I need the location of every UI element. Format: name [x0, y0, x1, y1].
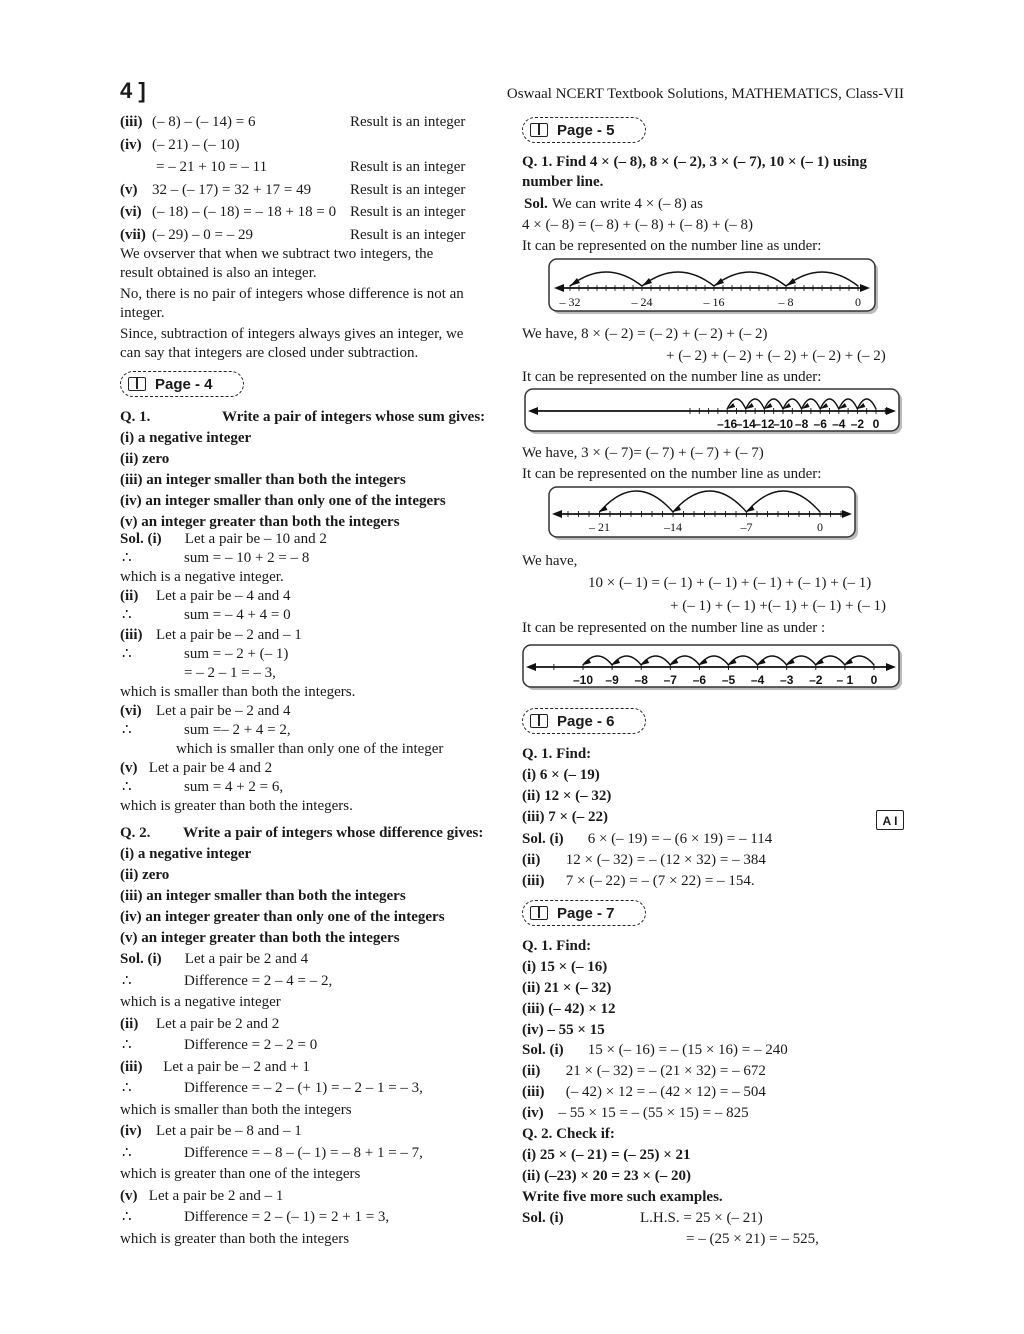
solution-label: (ii) — [522, 852, 541, 868]
number-line-3x-7 — [548, 486, 860, 542]
solution-label: (vi) — [120, 702, 142, 719]
solution-text: which is smaller than only one of the integer — [176, 741, 444, 758]
math-expression: 6 × (– 19) = – (6 × 19) = – 114 — [587, 831, 773, 847]
question-text: Write a pair of integers whose sum gives: — [222, 409, 486, 425]
math-expression: = – (25 × 21) = – 525, — [686, 1231, 819, 1247]
solution-label: (iv) — [120, 1123, 142, 1139]
book-icon — [530, 123, 548, 137]
math-expression: 10 × (– 1) = (– 1) + (– 1) + (– 1) + (– 1) + (– 1) — [588, 575, 872, 591]
solution-text: It can be represented on the number line as under: — [522, 369, 822, 385]
solution-text: Let a pair be – 2 and + 1 — [163, 1058, 310, 1075]
question-item: (ii) 12 × (– 32) — [522, 788, 612, 804]
math-expression: (– 42) × 12 = – (42 × 12) = – 504 — [565, 1084, 766, 1100]
math-expression: We have, 3 × (– 7)= (– 7) + (– 7) + (– 7) — [522, 445, 764, 461]
page-5-pill — [522, 117, 646, 143]
solution-text: which is greater than both the integers — [120, 1230, 350, 1247]
question-text: Q. 1. Find 4 × (– 8), 8 × (– 2), 3 × (– 7), 10 × (– 1) using — [522, 154, 868, 170]
solution-label: (v) — [120, 760, 138, 777]
question-item: (i) 15 × (– 16) — [522, 959, 608, 975]
tick-label: –10 — [772, 417, 794, 431]
tick-label: –8 — [794, 417, 809, 431]
tick-label: –2 — [850, 417, 865, 431]
question-item: (iv) an integer smaller than only one of the integers — [120, 493, 446, 509]
solution-text: It can be represented on the number line as under: — [522, 466, 822, 482]
therefore-symbol: ∴ — [122, 645, 132, 662]
solution-text: It can be represented on the number line as under: — [522, 238, 822, 254]
math-expression: 4 × (– 8) = (– 8) + (– 8) + (– 8) + (– 8) — [522, 217, 753, 233]
section-label: Page - 5 — [557, 122, 615, 139]
tick-label: –4 — [832, 417, 846, 431]
solution-label: (ii) — [120, 1015, 139, 1032]
tick-label: – 21 — [589, 520, 610, 534]
question-item: (iv) an integer greater than only one of the integers — [120, 909, 445, 925]
item-label: (vii) — [120, 226, 146, 243]
section-label: Page - 6 — [557, 713, 615, 730]
solution-text: which is greater than one of the integers — [120, 1166, 361, 1182]
therefore-symbol: ∴ — [122, 1209, 132, 1225]
tick-label: –12 — [754, 417, 775, 431]
question-item: (i) 25 × (– 21) = (– 25) × 21 — [522, 1147, 691, 1163]
paragraph-line: Since, subtraction of integers always gives an integer, we — [120, 326, 464, 342]
solution-text: Let a pair be – 2 and 4 — [156, 702, 291, 719]
tick-label: –9 — [605, 673, 619, 687]
book-icon — [530, 714, 548, 728]
page-4-pill — [120, 371, 244, 397]
running-header: Oswaal NCERT Textbook Solutions, MATHEMATICS, Class-VII — [506, 86, 904, 102]
solution-text: which is greater than both the integers. — [120, 798, 353, 815]
math-expression: sum = – 10 + 2 = – 8 — [184, 550, 310, 567]
tick-label: –6 — [813, 417, 827, 431]
tick-label: 0 — [817, 520, 823, 534]
math-expression: 32 – (– 17) = 32 + 17 = 49 — [152, 181, 312, 198]
question-item: (iv) – 55 × 15 — [522, 1022, 605, 1038]
question-item: (ii) (–23) × 20 = 23 × (– 20) — [522, 1168, 691, 1184]
therefore-symbol: ∴ — [122, 779, 132, 796]
math-expression: + (– 1) + (– 1) +(– 1) + (– 1) + (– 1) — [670, 598, 886, 614]
tick-label: –10 — [572, 673, 594, 687]
math-expression: Difference = 2 – (– 1) = 2 + 1 = 3, — [184, 1209, 390, 1225]
solution-text: which is smaller than both the integers. — [120, 683, 356, 700]
math-expression: = – 2 – 1 = – 3, — [184, 664, 276, 681]
page-6-pill — [522, 708, 646, 734]
therefore-symbol: ∴ — [122, 607, 132, 624]
question-item: Q. 2. Check if: — [522, 1126, 615, 1142]
question-item: (v) an integer greater than both the integers — [120, 514, 400, 530]
solution-label: Sol. — [524, 196, 548, 212]
tick-label: – 16 — [703, 295, 725, 309]
tick-label: – 8 — [778, 295, 794, 309]
tick-label: –7 — [663, 673, 677, 687]
question-label: Q. 1. — [120, 409, 151, 425]
paragraph-line: We ovserver that when we subtract two integers, the — [120, 246, 434, 262]
math-expression: (– 8) – (– 14) = 6 — [152, 114, 256, 130]
tick-label: –6 — [692, 673, 707, 687]
math-expression: (– 29) – 0 = – 29 — [152, 226, 253, 243]
tick-label: –8 — [634, 673, 648, 687]
math-expression: Difference = – 2 – (+ 1) = – 2 – 1 = – 3, — [184, 1080, 423, 1096]
therefore-symbol: ∴ — [122, 1037, 132, 1053]
therefore-symbol: ∴ — [122, 550, 132, 567]
solution-label: Sol. (i) — [120, 531, 162, 547]
tick-label: –14 — [664, 520, 682, 534]
question-item: (i) a negative integer — [120, 846, 252, 862]
tick-label: –2 — [809, 673, 823, 687]
math-expression: (– 21) – (– 10) — [152, 136, 240, 153]
question-item: (i) a negative integer — [120, 430, 252, 446]
solution-text: Let a pair be 2 and 2 — [156, 1015, 280, 1032]
math-expression: Difference = 2 – 4 = – 2, — [184, 972, 333, 989]
solution-text: Let a pair be 2 and – 1 — [148, 1187, 284, 1204]
tick-label: – 32 — [559, 295, 581, 309]
solution-label: (ii) — [120, 588, 139, 605]
math-expression: L.H.S. = 25 × (– 21) — [640, 1210, 763, 1226]
therefore-symbol: ∴ — [122, 722, 132, 738]
solution-text: Let a pair be – 4 and 4 — [156, 588, 291, 605]
solution-label: (ii) — [522, 1063, 541, 1079]
paragraph-line: integer. — [120, 305, 165, 321]
math-expression: We have, 8 × (– 2) = (– 2) + (– 2) + (– 2) — [522, 326, 768, 342]
solution-text: We have, — [522, 553, 578, 569]
therefore-symbol: ∴ — [122, 972, 132, 989]
solution-label: Sol. (i) — [522, 831, 564, 847]
solution-label: Sol. (i) — [120, 951, 162, 967]
paragraph-line: No, there is no pair of integers whose difference is not an — [120, 286, 464, 302]
math-expression: sum = – 4 + 4 = 0 — [184, 607, 291, 624]
result-text: Result is an integer — [350, 181, 466, 198]
solution-label: (iii) — [120, 626, 143, 643]
tick-label: 0 — [870, 673, 878, 687]
paragraph-line: can say that integers are closed under subtraction. — [120, 345, 419, 361]
result-text: Result is an integer — [350, 159, 466, 175]
math-expression: Difference = 2 – 2 = 0 — [184, 1037, 318, 1053]
result-text: Result is an integer — [350, 226, 466, 243]
page-number: 4 ] — [120, 78, 146, 103]
page-7-pill — [522, 900, 646, 926]
question-item: (iii) 7 × (– 22) — [522, 809, 609, 825]
question-item: (v) an integer greater than both the integers — [120, 930, 400, 946]
question-text: Write a pair of integers whose difference gives: — [183, 825, 484, 841]
tick-label: – 1 — [836, 673, 854, 687]
section-label: Page - 7 — [557, 905, 615, 922]
question-label: Q. 2. — [120, 825, 151, 841]
math-expression: sum =– 2 + 4 = 2, — [184, 722, 291, 738]
math-expression: 21 × (– 32) = – (21 × 32) = – 672 — [565, 1063, 766, 1079]
tick-label: –14 — [735, 417, 756, 431]
question-item: (ii) zero — [120, 867, 170, 883]
question-item: Q. 1. Find: — [522, 746, 592, 762]
solution-text: Let a pair be 4 and 2 — [148, 760, 273, 777]
solution-text: Let a pair be – 8 and – 1 — [156, 1123, 302, 1139]
tick-label: –5 — [721, 673, 736, 687]
math-expression: 15 × (– 16) = – (15 × 16) = – 240 — [587, 1042, 788, 1058]
item-label: (vi) — [120, 204, 142, 220]
number-line-10x-1 — [522, 644, 904, 692]
question-item: (iii) an integer smaller than both the integers — [120, 888, 406, 904]
solution-text: which is smaller than both the integers — [120, 1101, 352, 1118]
question-text: number line. — [522, 174, 604, 190]
tick-label: –16 — [717, 417, 738, 431]
solution-label: (iii) — [120, 1058, 143, 1075]
question-item: Q. 1. Find: — [522, 938, 592, 954]
tick-label: 0 — [872, 417, 880, 431]
math-expression: = – 21 + 10 = – 11 — [156, 159, 268, 175]
result-text: Result is an integer — [350, 204, 466, 220]
therefore-symbol: ∴ — [122, 1144, 132, 1161]
question-item: (ii) 21 × (– 32) — [522, 980, 612, 996]
tick-label: –4 — [750, 673, 765, 687]
solution-text: Let a pair be 2 and 4 — [184, 951, 309, 967]
paragraph-line: result obtained is also an integer. — [120, 265, 317, 281]
item-label: (iv) — [120, 136, 142, 153]
solution-label: (v) — [120, 1187, 138, 1204]
solution-text: which is a negative integer. — [120, 569, 284, 586]
solution-text: which is a negative integer — [120, 994, 281, 1010]
item-label: (iii) — [120, 114, 143, 130]
solution-label: Sol. (i) — [522, 1210, 564, 1226]
tick-label: –7 — [740, 520, 753, 534]
math-expression: sum = – 2 + (– 1) — [184, 645, 289, 662]
solution-text: Let a pair be – 10 and 2 — [184, 531, 327, 547]
solution-label: (iii) — [522, 873, 545, 889]
therefore-symbol: ∴ — [122, 1080, 132, 1096]
book-icon — [128, 377, 146, 391]
math-expression: + (– 2) + (– 2) + (– 2) + (– 2) + (– 2) — [666, 348, 886, 364]
number-line-8x-2 — [524, 388, 904, 436]
math-expression: 12 × (– 32) = – (12 × 32) = – 384 — [565, 852, 766, 868]
solution-text: Let a pair be – 2 and – 1 — [156, 626, 302, 643]
math-expression: Difference = – 8 – (– 1) = – 8 + 1 = – 7, — [184, 1144, 423, 1161]
book-icon — [530, 906, 548, 920]
tick-label: –3 — [780, 673, 794, 687]
question-item: Write five more such examples. — [522, 1189, 723, 1205]
solution-label: (iii) — [522, 1084, 545, 1100]
question-item: (iii) an integer smaller than both the integers — [120, 472, 406, 488]
ai-badge-icon[interactable]: A I — [876, 810, 904, 830]
math-expression: – 55 × 15 = – (55 × 15) = – 825 — [558, 1105, 749, 1121]
question-item: (i) 6 × (– 19) — [522, 767, 600, 783]
math-expression: sum = 4 + 2 = 6, — [184, 779, 284, 796]
solution-label: (iv) — [522, 1105, 544, 1121]
number-line-4x-8 — [548, 258, 880, 316]
result-text: Result is an integer — [350, 114, 466, 130]
item-label: (v) — [120, 181, 138, 198]
tick-label: 0 — [855, 295, 861, 309]
solution-text: We can write 4 × (– 8) as — [552, 196, 703, 212]
solution-text: It can be represented on the number line as under : — [522, 620, 826, 636]
question-item: (iii) (– 42) × 12 — [522, 1001, 616, 1017]
math-expression: 7 × (– 22) = – (7 × 22) = – 154. — [565, 873, 755, 889]
question-item: (ii) zero — [120, 451, 170, 467]
tick-label: – 24 — [631, 295, 653, 309]
section-label: Page - 4 — [155, 376, 213, 393]
math-expression: (– 18) – (– 18) = – 18 + 18 = 0 — [152, 204, 337, 220]
solution-label: Sol. (i) — [522, 1042, 564, 1058]
